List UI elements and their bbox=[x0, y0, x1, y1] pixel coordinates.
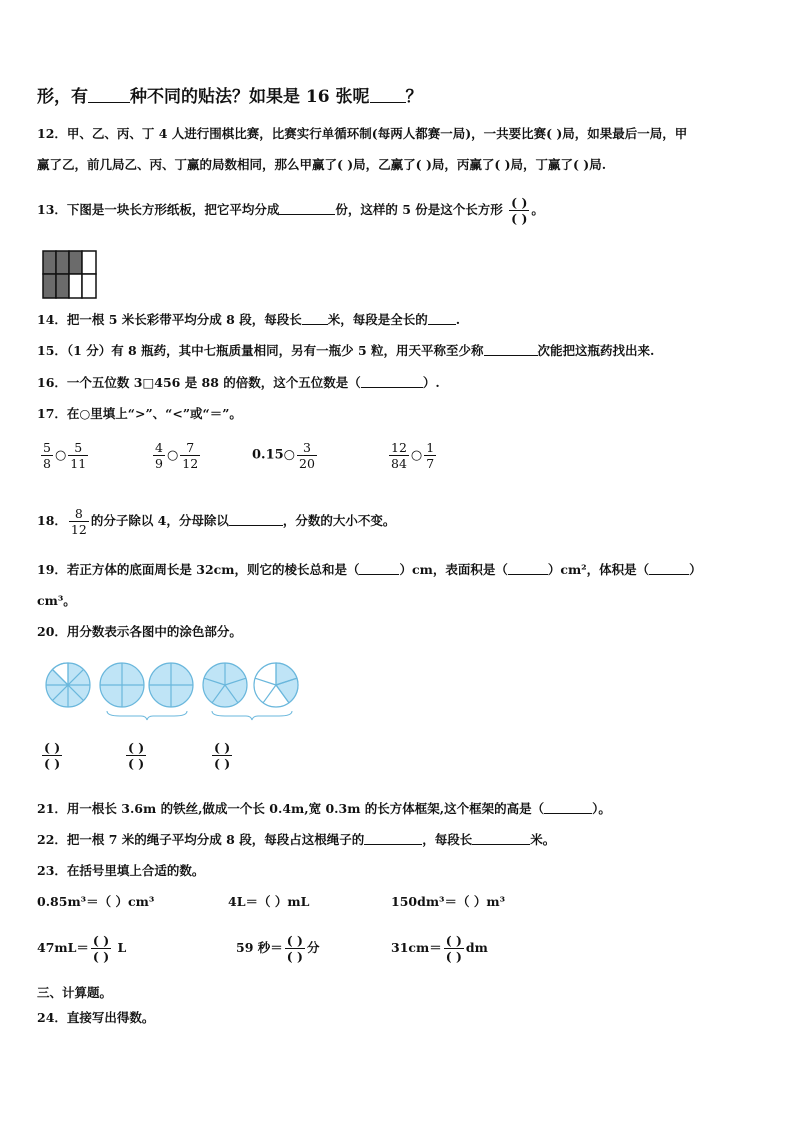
q17-2-right-den: 12 bbox=[182, 456, 199, 471]
q21 bbox=[37, 801, 611, 817]
q16-blank[interactable] bbox=[361, 375, 423, 388]
q13-rectangle-figure bbox=[42, 250, 98, 300]
q23-r2-2-left: 59 秒＝ bbox=[236, 940, 283, 955]
q23-row2-item-3 bbox=[391, 927, 488, 969]
q11-number: 16 bbox=[305, 87, 330, 107]
q23-r2-1-left: 47mL＝ bbox=[37, 940, 89, 955]
q14-text-b: 米，每段是全长的 bbox=[327, 312, 428, 327]
q23-r2-1-unit: L bbox=[117, 940, 127, 955]
q23-r2-3-left: 31cm＝ bbox=[391, 940, 442, 955]
q11-text-b: 种不同的贴法？如果是 bbox=[130, 87, 300, 107]
q22-text-a: 22．把一根 7 米的绳子平均分成 8 段，每段占这根绳子的 bbox=[37, 832, 365, 847]
q19-blank-2[interactable] bbox=[508, 562, 548, 575]
q12-line-1: 12．甲、乙、丙、丁 4 人进行围棋比赛，比赛实行单循环制(每两人都赛一局)，一共要比赛( )局，如果最后一局，甲 bbox=[37, 126, 688, 141]
q19-line-2: cm³。 bbox=[37, 593, 76, 608]
q17-4-left-den: 84 bbox=[391, 456, 407, 471]
q17-item-4 bbox=[387, 440, 438, 471]
q20-answer-1[interactable] bbox=[42, 740, 62, 771]
q23-r2-3-den[interactable]: ( ) bbox=[445, 949, 462, 964]
q15-text-a: 15．（1 分）有 8 瓶药，其中七瓶质量相同，另有一瓶少 5 粒，用天平称至少称 bbox=[37, 343, 484, 358]
q20-answer-3-num[interactable]: ( ) bbox=[214, 740, 231, 755]
q22 bbox=[37, 832, 555, 848]
q23-text: 23．在括号里填上合适的数。 bbox=[37, 863, 205, 878]
q17-3-right-den: 20 bbox=[299, 456, 315, 471]
q19-text-d: ） bbox=[689, 562, 702, 577]
q23-r2-1-den[interactable]: ( ) bbox=[92, 949, 110, 964]
q13-text-c: 。 bbox=[531, 202, 544, 217]
q12-line-2: 赢了乙，前几局乙、丙、丁赢的局数相同，那么甲赢了( )局，乙赢了( )局，丙赢了( )局，丁赢了( )局. bbox=[37, 157, 607, 172]
q23-row2-item-1 bbox=[37, 927, 126, 969]
q20-answer-1-den[interactable]: ( ) bbox=[44, 756, 61, 771]
q17-4-right-den: 7 bbox=[426, 456, 435, 471]
q19-text-c: ）cm²，体积是（ bbox=[547, 562, 650, 577]
q15-text-b: 次能把这瓶药找出来. bbox=[537, 343, 655, 358]
q19-blank-1[interactable] bbox=[359, 562, 399, 575]
q21-text-b: ）。 bbox=[592, 801, 611, 816]
q17-item-1 bbox=[39, 440, 90, 471]
q18-den: 12 bbox=[70, 522, 87, 537]
q11-tail bbox=[37, 86, 423, 108]
q22-blank-1[interactable] bbox=[364, 832, 422, 845]
q23-row1-item-1: 0.85m³＝（ ）cm³ bbox=[37, 894, 155, 909]
q11-text-d: ？ bbox=[405, 87, 423, 107]
q20-answer-1-num[interactable]: ( ) bbox=[44, 740, 61, 755]
q11-text-a: 形，有 bbox=[37, 87, 88, 107]
q18-text-a: 的分子除以 4，分母除以 bbox=[90, 513, 229, 528]
q16-text-a: 16．一个五位数 3□456 是 88 的倍数，这个五位数是（ bbox=[37, 375, 361, 390]
q20-answer-2-num[interactable]: ( ) bbox=[128, 740, 145, 755]
q17-4-circle[interactable]: ○ bbox=[410, 448, 423, 463]
q22-text-b: ，每段长 bbox=[422, 832, 473, 847]
q18-num: 8 bbox=[69, 506, 89, 522]
q17-3-left: 0.15 bbox=[252, 447, 284, 463]
q23-r2-2-den[interactable]: ( ) bbox=[286, 949, 303, 964]
q17-text: 17．在○里填上“>”、“<”或“＝”。 bbox=[37, 406, 242, 421]
q17-3-right-num: 3 bbox=[297, 440, 317, 456]
q20-circles-figure bbox=[40, 656, 310, 722]
q20-text: 20．用分数表示各图中的涂色部分。 bbox=[37, 624, 242, 639]
q23-r2-2-num[interactable]: ( ) bbox=[286, 933, 303, 948]
q22-text-c: 米。 bbox=[530, 832, 556, 847]
section-3-heading: 三、计算题。 bbox=[37, 985, 113, 1000]
q19-text-b: ）cm，表面积是（ bbox=[399, 562, 508, 577]
q17-3-circle[interactable]: ○ bbox=[283, 447, 296, 463]
q18 bbox=[37, 503, 395, 539]
q17-4-left-num: 12 bbox=[391, 440, 407, 455]
q13-text-b: 份，这样的 5 份是这个长方形 bbox=[335, 202, 503, 217]
q23-r2-1-num[interactable]: ( ) bbox=[92, 933, 110, 948]
q19-text-a: 19．若正方体的底面周长是 32cm，则它的棱长总和是（ bbox=[37, 562, 360, 577]
q17-2-left-den: 9 bbox=[155, 456, 163, 471]
q13 bbox=[37, 194, 544, 226]
q14-blank-2[interactable] bbox=[428, 312, 456, 325]
q18-text-b: ，分数的大小不变。 bbox=[282, 513, 396, 528]
q14-blank-1[interactable] bbox=[302, 312, 328, 325]
q11-blank-2[interactable] bbox=[370, 90, 406, 103]
q13-blank[interactable] bbox=[279, 202, 335, 215]
q14-text-a: 14．把一根 5 米长彩带平均分成 8 段，每段长 bbox=[37, 312, 302, 327]
q18-prefix: 18． bbox=[37, 513, 67, 528]
q17-2-right-num: 7 bbox=[180, 440, 200, 456]
q11-blank-1[interactable] bbox=[88, 90, 130, 103]
q23-row2-item-2 bbox=[236, 927, 319, 969]
q20-answer-2[interactable] bbox=[126, 740, 146, 771]
q21-blank[interactable] bbox=[544, 801, 592, 814]
q16 bbox=[37, 375, 440, 391]
q14 bbox=[37, 312, 460, 328]
q11-text-c: 张呢 bbox=[335, 87, 370, 107]
q20-answer-3-den[interactable]: ( ) bbox=[214, 756, 231, 771]
q23-row1-item-2: 4L＝（ ）mL bbox=[228, 894, 310, 909]
q21-text-a: 21．用一根长 3.6m 的铁丝,做成一个长 0.4m,宽 0.3m 的长方体框架,这个框架的高是（ bbox=[37, 801, 545, 816]
q22-blank-2[interactable] bbox=[472, 832, 530, 845]
q17-1-left-num: 5 bbox=[43, 440, 51, 455]
q20-answer-2-den[interactable]: ( ) bbox=[128, 756, 145, 771]
q18-blank[interactable] bbox=[229, 513, 283, 526]
q20-answer-3[interactable] bbox=[212, 740, 232, 771]
q17-2-left-num: 4 bbox=[155, 440, 163, 455]
q23-r2-2-unit: 分 bbox=[306, 940, 320, 955]
q13-text-a: 13．下图是一块长方形纸板，把它平均分成 bbox=[37, 202, 280, 217]
q17-1-right-num: 5 bbox=[68, 440, 88, 456]
q23-r2-3-unit: dm bbox=[465, 940, 488, 955]
q17-1-right-den: 11 bbox=[70, 456, 87, 471]
q17-4-right-num: 1 bbox=[426, 440, 435, 455]
q16-text-b: ）. bbox=[422, 375, 440, 390]
q13-fraction-num[interactable]: ( ) bbox=[511, 195, 528, 210]
q13-fraction-den[interactable]: ( ) bbox=[511, 211, 528, 226]
q13-fraction bbox=[509, 195, 529, 226]
q24-text: 24．直接写出得数。 bbox=[37, 1010, 155, 1025]
q17-1-circle[interactable]: ○ bbox=[54, 448, 67, 463]
q14-text-c: . bbox=[455, 312, 461, 327]
q15 bbox=[37, 343, 654, 359]
q23-row1-item-3: 150dm³＝（ ）m³ bbox=[391, 894, 506, 909]
q23-r2-3-num[interactable]: ( ) bbox=[445, 933, 462, 948]
q17-2-circle[interactable]: ○ bbox=[166, 448, 179, 463]
q19-line-1 bbox=[37, 562, 702, 578]
q19-blank-3[interactable] bbox=[649, 562, 689, 575]
q17-item-2 bbox=[151, 440, 202, 471]
q17-item-3 bbox=[252, 440, 319, 471]
q15-blank[interactable] bbox=[484, 343, 538, 356]
q17-1-left-den: 8 bbox=[43, 456, 51, 471]
